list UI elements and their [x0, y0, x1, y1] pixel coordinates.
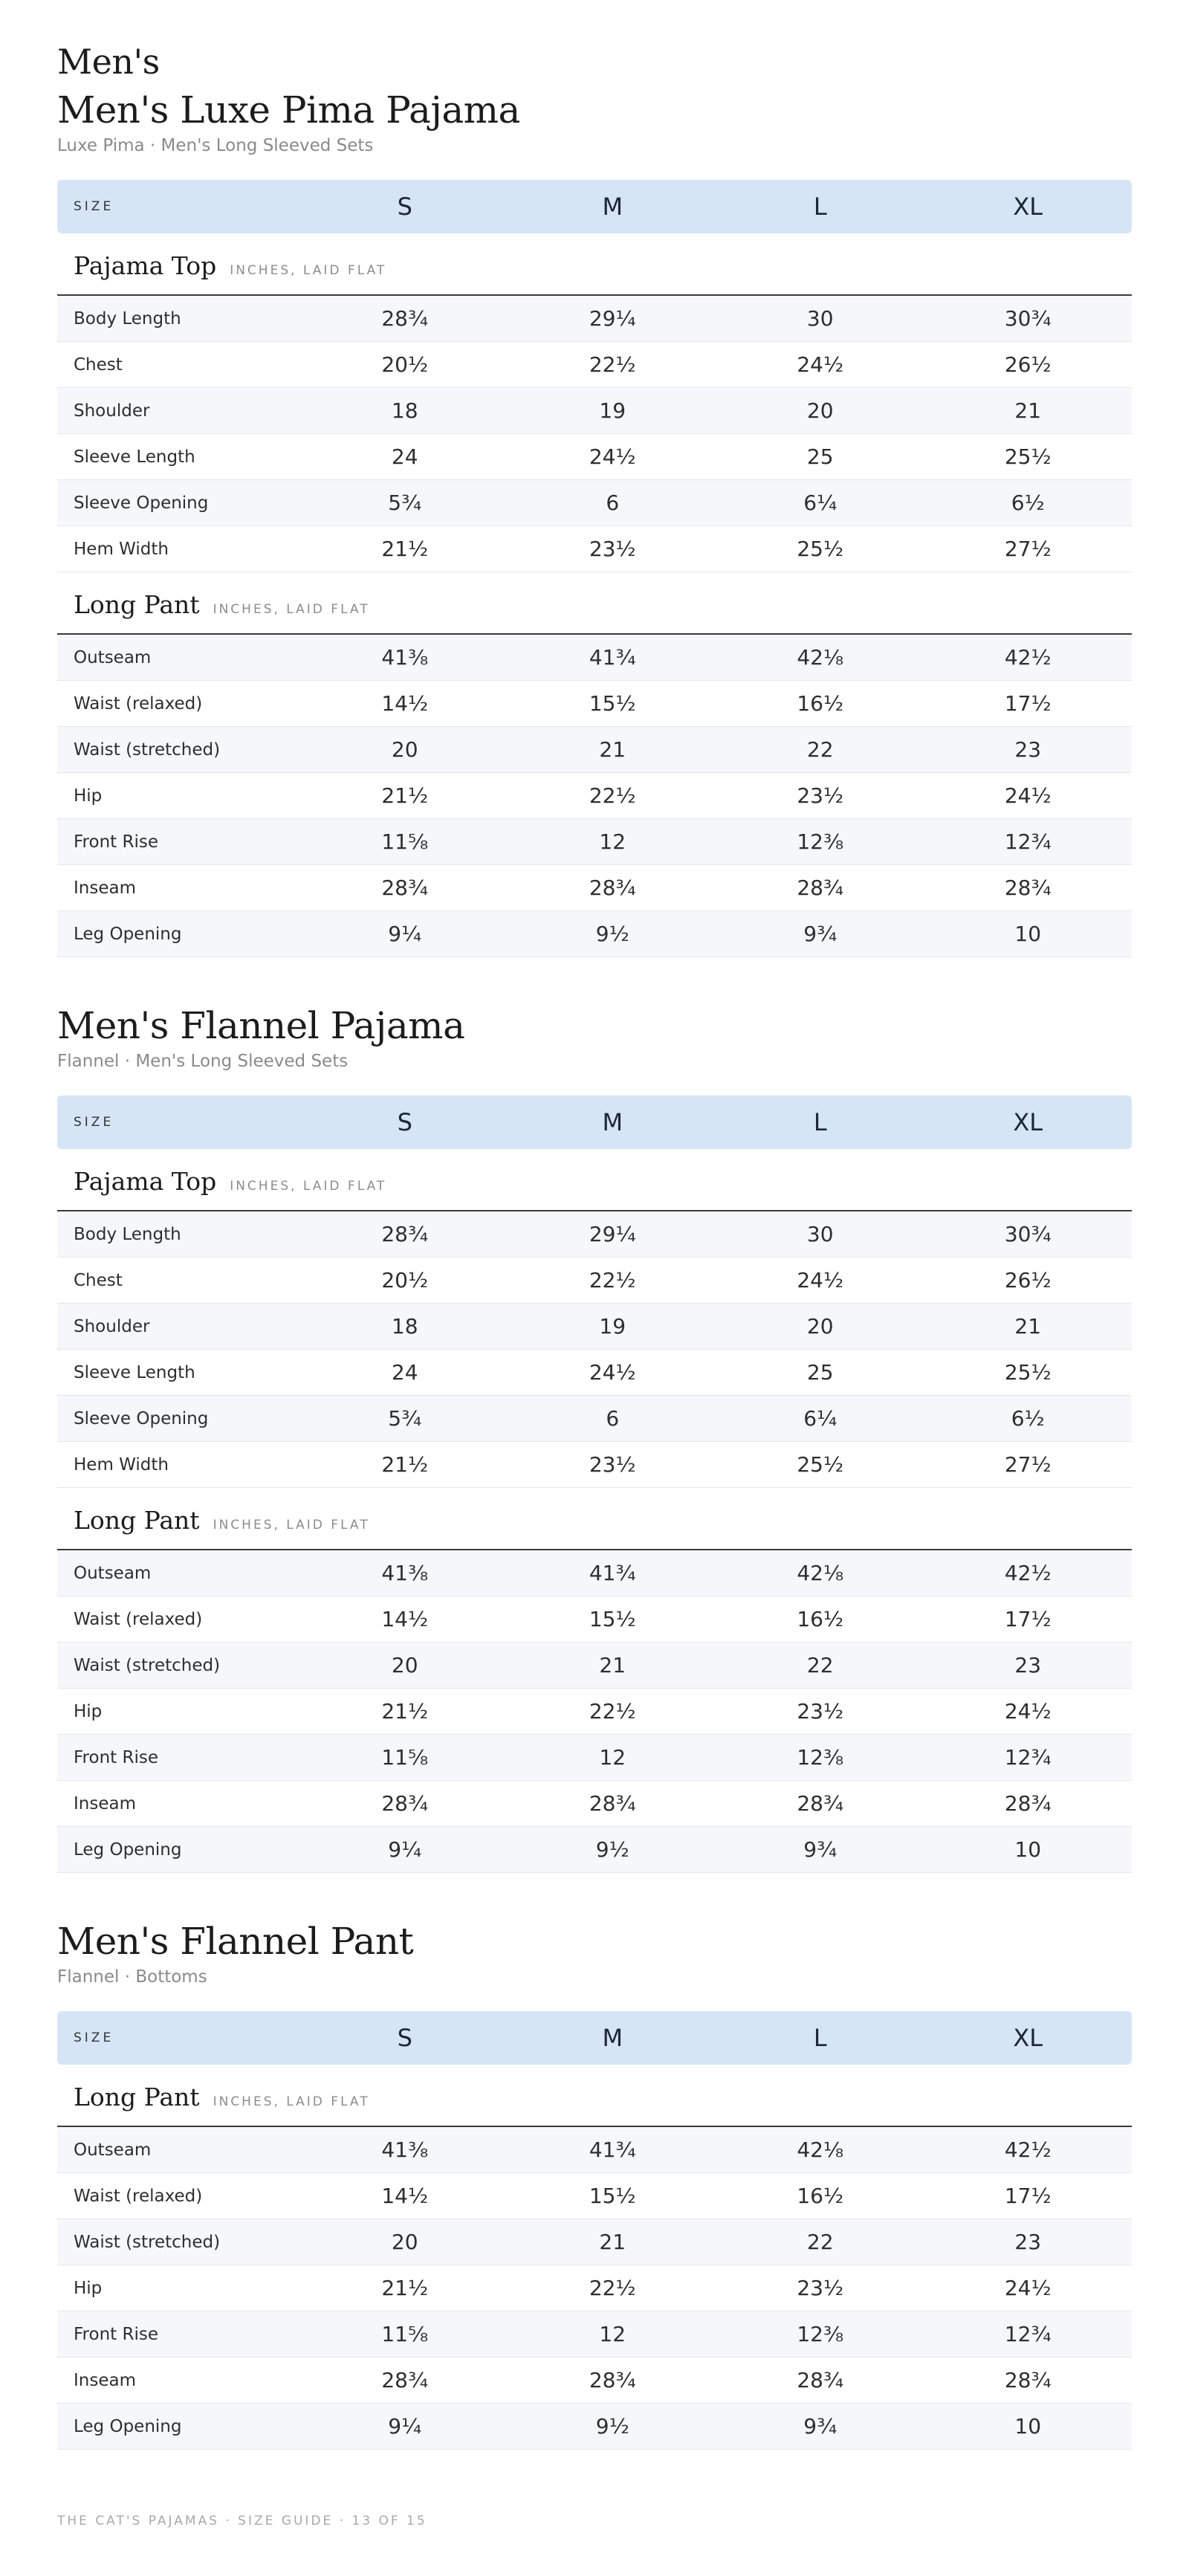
size-column-header: XL — [1013, 1108, 1043, 1136]
measurement-value: 12 — [599, 2322, 626, 2346]
measurement-value: 28¾ — [381, 2368, 429, 2392]
measurement-value: 9¼ — [388, 2414, 422, 2439]
measurement-label: Chest — [74, 1270, 123, 1290]
product-title: Men's Flannel Pajama — [57, 1004, 465, 1047]
size-column-header: S — [397, 2024, 412, 2052]
table-row — [57, 2311, 1132, 2357]
measurement-label: Waist (stretched) — [74, 740, 221, 760]
product-spacer — [57, 1873, 1132, 1918]
size-header-label: SIZE — [74, 1115, 114, 1130]
measurement-value: 22 — [806, 737, 834, 762]
measurement-value: 12⅜ — [797, 1745, 844, 1770]
measurement-label: Front Rise — [74, 832, 158, 852]
table-row — [57, 388, 1132, 434]
measurement-value: 23½ — [797, 2276, 844, 2300]
measurement-value: 12¾ — [1004, 1745, 1052, 1770]
measurement-value: 28¾ — [589, 2368, 636, 2392]
measurement-value: 9¾ — [803, 1837, 838, 1862]
measurement-value: 41⅜ — [381, 1561, 429, 1585]
measurement-value: 12¾ — [1004, 829, 1052, 854]
measurement-value: 20 — [391, 737, 418, 762]
measurement-value: 22½ — [589, 2276, 636, 2300]
measurement-value: 22 — [806, 1653, 834, 1677]
measurement-value: 18 — [391, 398, 418, 423]
table-row — [57, 1396, 1132, 1442]
measurement-value: 17½ — [1004, 2184, 1052, 2208]
measurement-value: 24 — [391, 1360, 418, 1385]
table-row — [57, 1735, 1132, 1781]
measurement-value: 30¾ — [1004, 1222, 1052, 1246]
measurement-value: 25½ — [797, 537, 844, 561]
table-row — [57, 911, 1132, 957]
table-row — [57, 1781, 1132, 1827]
measurement-value: 12 — [599, 1745, 626, 1770]
section-rows — [57, 635, 1132, 957]
measurement-label: Outseam — [74, 2140, 152, 2160]
measurement-label: Inseam — [74, 1793, 136, 1813]
measurement-label: Waist (relaxed) — [74, 1609, 203, 1629]
table-row — [57, 1304, 1132, 1350]
measurement-value: 18 — [391, 1314, 418, 1339]
measurement-value: 21 — [599, 2230, 626, 2254]
measurement-value: 21½ — [381, 1699, 429, 1724]
measurement-value: 12⅜ — [797, 829, 844, 854]
measurement-value: 41¾ — [589, 1561, 636, 1585]
measurement-value: 23½ — [589, 1452, 636, 1477]
measurement-value: 28¾ — [1004, 876, 1052, 900]
measurement-label: Waist (stretched) — [74, 2232, 221, 2252]
section-title: Long Pant — [74, 590, 200, 619]
measurement-value: 5¾ — [388, 491, 422, 515]
measurement-value: 24½ — [797, 1268, 844, 1292]
measurement-value: 14½ — [381, 1607, 429, 1631]
table-row — [57, 1211, 1132, 1258]
measurement-value: 28¾ — [797, 1791, 844, 1816]
measurement-value: 28¾ — [797, 876, 844, 900]
measurement-value: 10 — [1014, 2414, 1042, 2439]
measurement-value: 9¼ — [388, 1837, 422, 1862]
page-footer: THE CAT'S PAJAMAS · SIZE GUIDE · 13 OF 15 — [57, 2514, 427, 2528]
section-heading — [57, 233, 1132, 296]
measurement-value: 6¼ — [803, 491, 838, 515]
measurement-value: 24½ — [1004, 783, 1052, 808]
measurement-label: Shoulder — [74, 1316, 150, 1336]
measurement-value: 9¾ — [803, 922, 838, 946]
measurement-label: Sleeve Opening — [74, 493, 209, 513]
size-header-label: SIZE — [74, 199, 114, 214]
measurement-label: Hip — [74, 2278, 103, 2298]
table-row — [57, 434, 1132, 480]
measurement-value: 21 — [1014, 398, 1042, 423]
measurement-value: 9¾ — [803, 2414, 838, 2439]
measurement-value: 16½ — [797, 1607, 844, 1631]
measurement-value: 28¾ — [1004, 1791, 1052, 1816]
measurement-value: 28¾ — [797, 2368, 844, 2392]
size-table — [57, 180, 1132, 957]
table-row — [57, 2173, 1132, 2219]
measurement-value: 21½ — [381, 2276, 429, 2300]
measurement-value: 30 — [806, 1222, 834, 1246]
table-row — [57, 342, 1132, 388]
section-heading — [57, 2065, 1132, 2127]
table-row — [57, 2357, 1132, 2404]
table-row — [57, 1643, 1132, 1689]
measurement-value: 20 — [806, 1314, 834, 1339]
table-row — [57, 773, 1132, 819]
measurement-value: 20 — [391, 1653, 418, 1677]
measurement-value: 24½ — [589, 444, 636, 469]
measurement-value: 23 — [1014, 2230, 1042, 2254]
table-row — [57, 1350, 1132, 1396]
section-unit-label: INCHES, LAID FLAT — [230, 1179, 387, 1194]
measurement-label: Waist (relaxed) — [74, 693, 203, 713]
measurement-label: Leg Opening — [74, 924, 182, 944]
size-column-header: S — [397, 192, 412, 221]
measurement-label: Sleeve Length — [74, 1362, 195, 1382]
measurement-value: 16½ — [797, 2184, 844, 2208]
measurement-value: 11⅝ — [381, 829, 429, 854]
size-column-header: L — [813, 2024, 827, 2052]
measurement-value: 20 — [391, 2230, 418, 2254]
product-block — [57, 86, 1132, 957]
measurement-value: 25 — [806, 444, 834, 469]
product-subtitle: Luxe Pima · Men's Long Sleeved Sets — [57, 136, 374, 155]
measurement-value: 24 — [391, 444, 418, 469]
measurement-value: 23½ — [797, 783, 844, 808]
measurement-value: 41¾ — [589, 645, 636, 670]
size-column-header: XL — [1013, 2024, 1043, 2052]
measurement-label: Body Length — [74, 1224, 181, 1244]
category-title: Men's — [57, 42, 160, 82]
measurement-value: 28¾ — [1004, 2368, 1052, 2392]
section-heading — [57, 1488, 1132, 1550]
measurement-value: 6¼ — [803, 1406, 838, 1431]
measurement-value: 23½ — [589, 537, 636, 561]
measurement-value: 24½ — [589, 1360, 636, 1385]
measurement-value: 23 — [1014, 737, 1042, 762]
table-row — [57, 480, 1132, 526]
size-column-header: L — [813, 192, 827, 221]
product-block — [57, 1002, 1132, 1873]
measurement-value: 19 — [599, 1314, 626, 1339]
table-row — [57, 296, 1132, 342]
measurement-value: 27½ — [1004, 1452, 1052, 1477]
table-row — [57, 635, 1132, 681]
table-row — [57, 1550, 1132, 1596]
measurement-value: 6½ — [1011, 1406, 1045, 1431]
table-row — [57, 526, 1132, 572]
table-row — [57, 819, 1132, 865]
measurement-value: 27½ — [1004, 537, 1052, 561]
measurement-value: 19 — [599, 398, 626, 423]
product-title: Men's Flannel Pant — [57, 1920, 414, 1963]
measurement-value: 9½ — [595, 922, 629, 946]
section-rows — [57, 1550, 1132, 1873]
section-heading — [57, 1149, 1132, 1211]
size-table — [57, 2011, 1132, 2450]
size-table — [57, 1096, 1132, 1873]
measurement-label: Front Rise — [74, 2324, 158, 2344]
measurement-value: 20½ — [381, 1268, 429, 1292]
measurement-value: 25 — [806, 1360, 834, 1385]
size-column-header: L — [813, 1108, 827, 1136]
measurement-label: Chest — [74, 355, 123, 375]
measurement-value: 29¼ — [589, 306, 636, 331]
section-title: Pajama Top — [74, 1167, 217, 1196]
measurement-value: 24½ — [797, 352, 844, 377]
measurement-label: Inseam — [74, 2370, 136, 2390]
measurement-value: 11⅝ — [381, 2322, 429, 2346]
measurement-value: 30¾ — [1004, 306, 1052, 331]
measurement-value: 10 — [1014, 922, 1042, 946]
measurement-value: 21 — [1014, 1314, 1042, 1339]
measurement-value: 5¾ — [388, 1406, 422, 1431]
section-unit-label: INCHES, LAID FLAT — [213, 1518, 370, 1533]
measurement-value: 30 — [806, 306, 834, 331]
measurement-value: 24½ — [1004, 1699, 1052, 1724]
measurement-value: 21½ — [381, 1452, 429, 1477]
measurement-value: 29¼ — [589, 1222, 636, 1246]
product-spacer — [57, 957, 1132, 1002]
table-row — [57, 2265, 1132, 2311]
measurement-value: 9½ — [595, 1837, 629, 1862]
measurement-value: 42⅛ — [797, 2138, 844, 2162]
measurement-value: 21 — [599, 1653, 626, 1677]
measurement-label: Sleeve Length — [74, 447, 195, 467]
measurement-value: 20 — [806, 398, 834, 423]
measurement-value: 42½ — [1004, 2138, 1052, 2162]
measurement-value: 9¼ — [388, 922, 422, 946]
measurement-value: 28¾ — [381, 1222, 429, 1246]
measurement-value: 17½ — [1004, 1607, 1052, 1631]
measurement-label: Hem Width — [74, 539, 169, 559]
table-row — [57, 865, 1132, 911]
measurement-label: Body Length — [74, 308, 181, 329]
product-subtitle: Flannel · Men's Long Sleeved Sets — [57, 1052, 349, 1071]
measurement-value: 21½ — [381, 537, 429, 561]
measurement-value: 11⅝ — [381, 1745, 429, 1770]
measurement-value: 6 — [606, 491, 620, 515]
size-header-row — [57, 1096, 1132, 1149]
section-title: Long Pant — [74, 2083, 200, 2111]
size-column-header: M — [602, 2024, 623, 2052]
measurement-value: 15½ — [589, 1607, 636, 1631]
measurement-value: 21½ — [381, 783, 429, 808]
measurement-value: 22½ — [589, 783, 636, 808]
measurement-value: 21 — [599, 737, 626, 762]
measurement-label: Outseam — [74, 1563, 152, 1583]
section-unit-label: INCHES, LAID FLAT — [213, 2094, 370, 2109]
size-column-header: M — [602, 192, 623, 221]
measurement-value: 20½ — [381, 352, 429, 377]
measurement-value: 10 — [1014, 1837, 1042, 1862]
measurement-label: Leg Opening — [74, 1839, 182, 1860]
section-rows — [57, 296, 1132, 572]
measurement-value: 41⅜ — [381, 645, 429, 670]
measurement-value: 22½ — [589, 1268, 636, 1292]
measurement-value: 24½ — [1004, 2276, 1052, 2300]
measurement-label: Outseam — [74, 647, 152, 667]
measurement-value: 15½ — [589, 691, 636, 716]
measurement-value: 23½ — [797, 1699, 844, 1724]
table-row — [57, 1442, 1132, 1488]
section-heading — [57, 572, 1132, 635]
section-rows — [57, 1211, 1132, 1488]
measurement-label: Sleeve Opening — [74, 1408, 209, 1428]
measurement-value: 22½ — [589, 352, 636, 377]
table-row — [57, 1689, 1132, 1735]
measurement-value: 22½ — [589, 1699, 636, 1724]
section-title: Long Pant — [74, 1506, 200, 1535]
measurement-value: 23 — [1014, 1653, 1042, 1677]
size-column-header: S — [397, 1108, 412, 1136]
measurement-value: 28¾ — [589, 876, 636, 900]
table-row — [57, 727, 1132, 773]
measurement-value: 22 — [806, 2230, 834, 2254]
measurement-label: Hip — [74, 786, 103, 806]
measurement-value: 12 — [599, 829, 626, 854]
measurement-value: 14½ — [381, 2184, 429, 2208]
size-column-header: M — [602, 1108, 623, 1136]
table-row — [57, 1827, 1132, 1873]
measurement-value: 14½ — [381, 691, 429, 716]
measurement-value: 26½ — [1004, 1268, 1052, 1292]
measurement-label: Shoulder — [74, 401, 150, 421]
measurement-value: 16½ — [797, 691, 844, 716]
size-header-row — [57, 180, 1132, 233]
table-row — [57, 2404, 1132, 2450]
measurement-value: 6 — [606, 1406, 620, 1431]
table-row — [57, 681, 1132, 727]
measurement-label: Inseam — [74, 878, 136, 898]
measurement-value: 28¾ — [589, 1791, 636, 1816]
measurement-value: 28¾ — [381, 1791, 429, 1816]
measurement-value: 42⅛ — [797, 645, 844, 670]
section-unit-label: INCHES, LAID FLAT — [213, 602, 370, 617]
measurement-value: 12¾ — [1004, 2322, 1052, 2346]
table-row — [57, 1596, 1132, 1643]
measurement-value: 9½ — [595, 2414, 629, 2439]
product-block — [57, 1918, 1132, 2450]
measurement-value: 25½ — [1004, 1360, 1052, 1385]
measurement-label: Leg Opening — [74, 2416, 182, 2436]
measurement-value: 28¾ — [381, 876, 429, 900]
measurement-label: Waist (stretched) — [74, 1655, 221, 1675]
measurement-label: Front Rise — [74, 1747, 158, 1767]
products-container — [57, 86, 1132, 2450]
measurement-value: 28¾ — [381, 306, 429, 331]
size-column-header: XL — [1013, 192, 1043, 221]
measurement-value: 25½ — [1004, 444, 1052, 469]
measurement-label: Hem Width — [74, 1454, 169, 1475]
table-row — [57, 1258, 1132, 1304]
measurement-value: 26½ — [1004, 352, 1052, 377]
measurement-value: 6½ — [1011, 491, 1045, 515]
measurement-value: 41¾ — [589, 2138, 636, 2162]
table-row — [57, 2127, 1132, 2173]
measurement-value: 12⅜ — [797, 2322, 844, 2346]
measurement-value: 15½ — [589, 2184, 636, 2208]
measurement-value: 42½ — [1004, 645, 1052, 670]
measurement-value: 17½ — [1004, 691, 1052, 716]
measurement-value: 42½ — [1004, 1561, 1052, 1585]
measurement-label: Waist (relaxed) — [74, 2186, 203, 2206]
section-unit-label: INCHES, LAID FLAT — [230, 263, 387, 278]
size-header-row — [57, 2011, 1132, 2065]
product-title: Men's Luxe Pima Pajama — [57, 88, 520, 132]
measurement-value: 25½ — [797, 1452, 844, 1477]
section-title: Pajama Top — [74, 251, 217, 280]
measurement-value: 41⅜ — [381, 2138, 429, 2162]
measurement-value: 42⅛ — [797, 1561, 844, 1585]
size-header-label: SIZE — [74, 2030, 114, 2045]
measurement-label: Hip — [74, 1701, 103, 1721]
product-subtitle: Flannel · Bottoms — [57, 1967, 207, 1987]
table-row — [57, 2219, 1132, 2265]
section-rows — [57, 2127, 1132, 2450]
